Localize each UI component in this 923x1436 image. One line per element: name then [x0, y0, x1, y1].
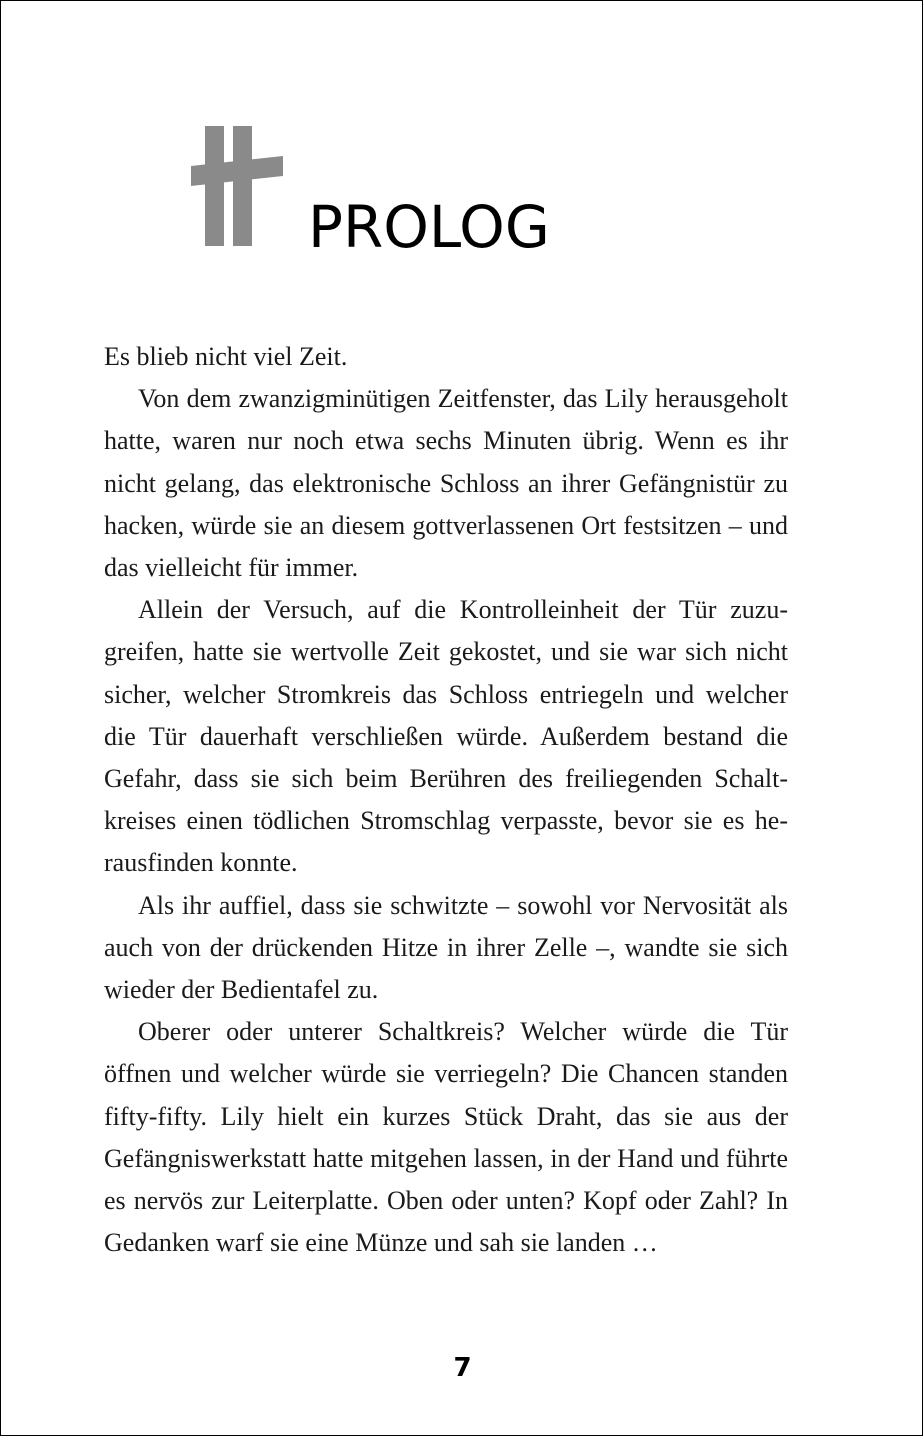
paragraph: Von dem zwanzigminütigen Zeitfenster, das Lily herausgeholt hatte, waren nur noch etwa sechs Minuten übrig. Wenn es ihr nicht gelang, das elektronische Schloss an ihrer Gefängnistür zu hacken, würde sie an diesem gottverlassenen Ort festsitzen – und das vielleicht für immer. — [104, 384, 788, 583]
chapter-title: PROLOG — [308, 193, 550, 261]
paragraph: Als ihr auffiel, dass sie schwitzte – sowohl vor Nervosität als auch von der drückenden Hitze in ihrer Zelle –, wandte sie sich wieder der Bedientafel zu. — [104, 890, 788, 1005]
chapter-hash-icon — [191, 126, 283, 246]
paragraph: Es blieb nicht viel Zeit. — [104, 342, 348, 371]
page-number: 7 — [453, 1353, 472, 1383]
paragraph: Allein der Versuch, auf die Kontrolleinheit der Tür zuzugreifen, hatte sie wertvolle Zeit gekostet, und sie war sich nicht sicher, welcher Stromkreis das Schloss entriegeln und welcher die Tür dauerhaft verschließen würde. Außerdem bestand die Gefahr, dass sie sich beim Berühren des freiliegenden Schaltkreises einen tödlichen Stromschlag verpasste, bevor sie es herausfinden konnte. — [104, 595, 788, 878]
chapter-body — [104, 336, 788, 1264]
paragraph: Oberer oder unterer Schaltkreis? Welcher würde die Tür öffnen und welcher würde sie verriegeln? Die Chancen standen fifty-fifty. Lily hielt ein kurzes Stück Draht, das sie aus der Gefängniswerkstatt hatte mitgehen lassen, in der Hand und führte es nervös zur Leiterplatte. Oben oder unten? Kopf oder Zahl? In Gedanken warf sie eine Münze und sah sie landen … — [104, 1017, 788, 1258]
